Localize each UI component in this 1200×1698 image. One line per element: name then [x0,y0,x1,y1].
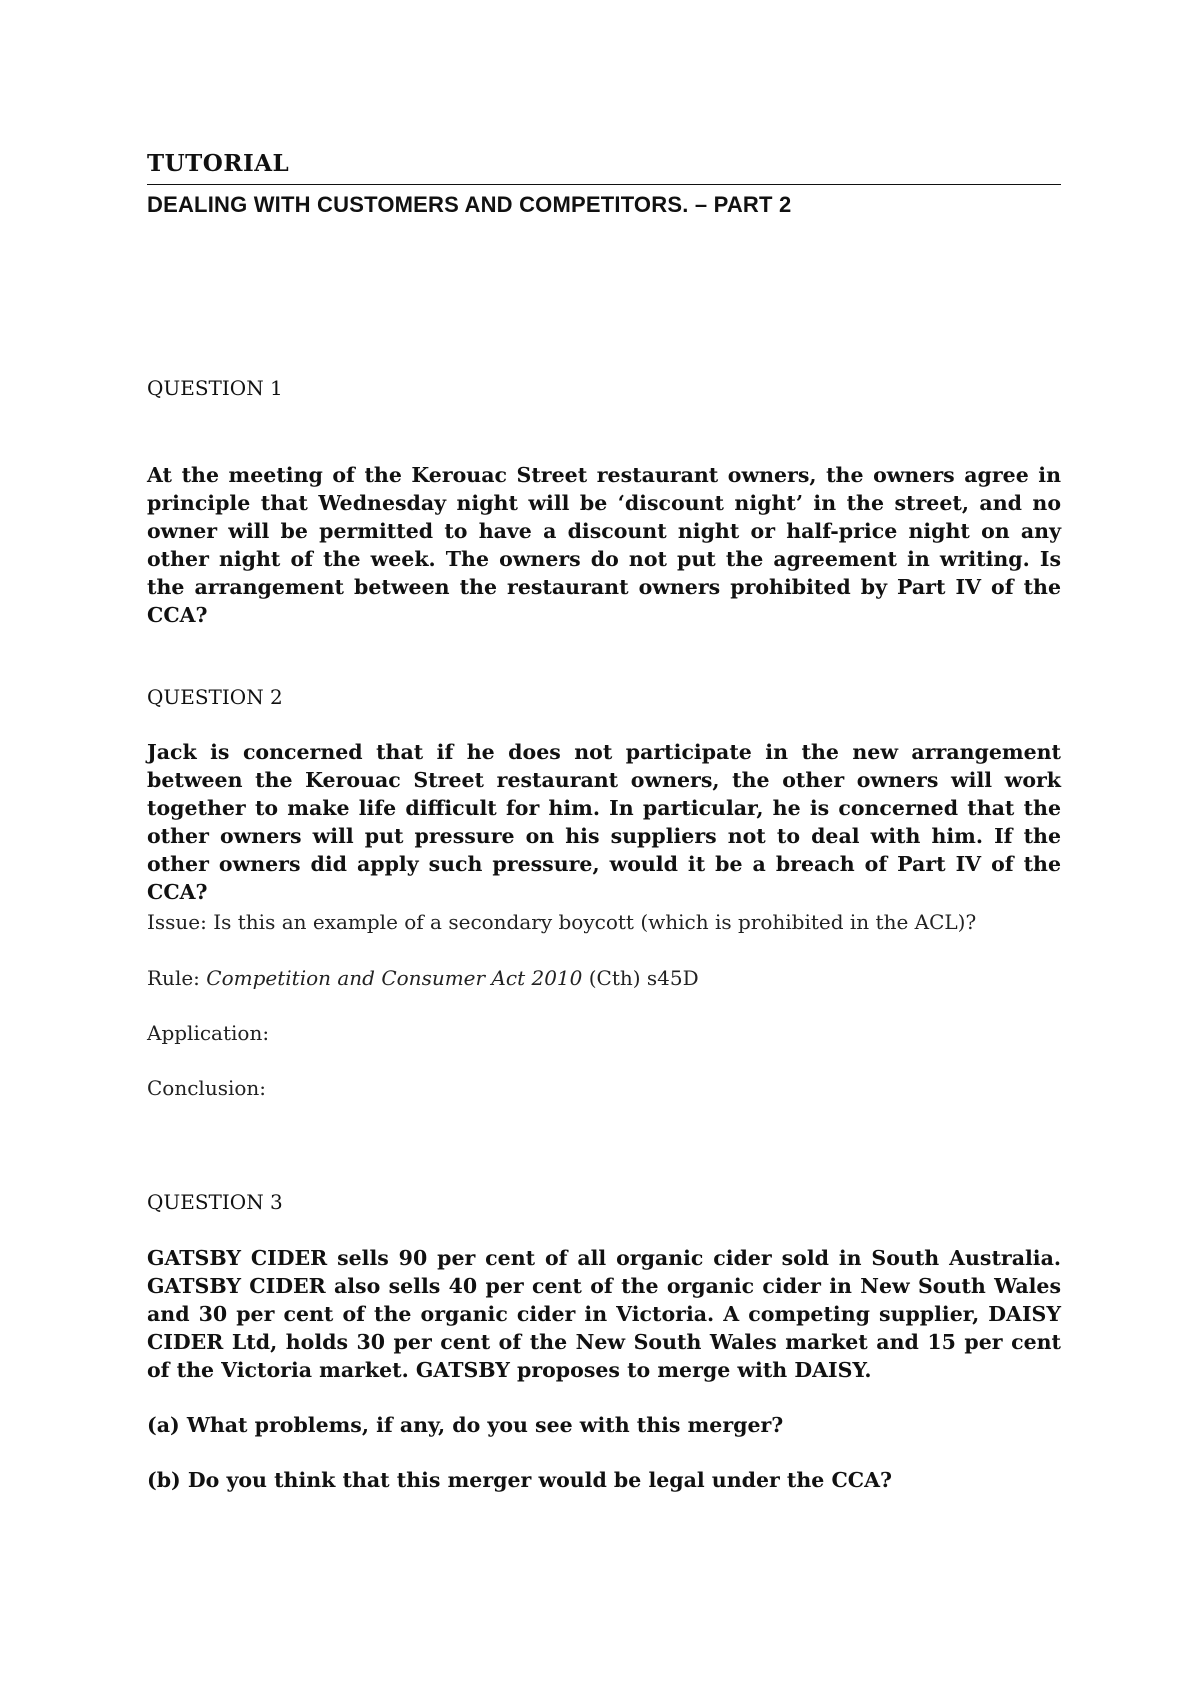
question-1-body: At the meeting of the Kerouac Street restaurant owners, the owners agree in principle that Wednesday night will be ‘discount night’ in the street, and no owner will be permitted to have a discount night or half-price night on any other night of the week. The owners do not put the agreement in writing. Is the arrangement between the restaurant owners prohibited by Part IV of the CCA? [147,463,1061,627]
rule-act-name: Competition and Consumer Act 2010 [206,966,583,990]
question-3-part-b: (b) Do you think that this merger would be legal under the CCA? [147,1468,893,1492]
title-underline [147,184,1061,185]
question-3-body: GATSBY CIDER sells 90 per cent of all organic cider sold in South Australia. GATSBY CIDER also sells 40 per cent of the organic cider in New South Wales and 30 per cent of the organic cider in Victoria. A competing supplier, DAISY CIDER Ltd, holds 30 per cent of the New South Wales market and 15 per cent of the Victoria market. GATSBY proposes to merge with DAISY. [147,1246,1061,1382]
rule-prefix: Rule: [147,966,207,990]
question-2-issue: Issue: Is this an example of a secondary boycott (which is prohibited in the ACL)? [147,910,977,934]
question-2-body: Jack is concerned that if he does not participate in the new arrangement between the Kerouac Street restaurant owners, the other owners will work together to make life difficult for him. In particular, he is concerned that the other owners will put pressure on his suppliers not to deal with him. If the other owners did apply such pressure, would it be a breach of Part IV of the CCA? [147,740,1061,904]
question-2-heading: QUESTION 2 [147,685,283,709]
question-3-part-a: (a) What problems, if any, do you see with this merger? [147,1413,784,1437]
question-2-application: Application: [147,1021,270,1045]
question-1-heading: QUESTION 1 [147,376,283,400]
rule-suffix: (Cth) s45D [582,966,699,990]
question-3-heading: QUESTION 3 [147,1190,283,1214]
document-title: TUTORIAL [147,150,290,177]
document-subtitle: DEALING WITH CUSTOMERS AND COMPETITORS. – PART 2 [147,192,792,217]
question-2-rule [147,966,699,990]
question-2-conclusion: Conclusion: [147,1076,267,1100]
